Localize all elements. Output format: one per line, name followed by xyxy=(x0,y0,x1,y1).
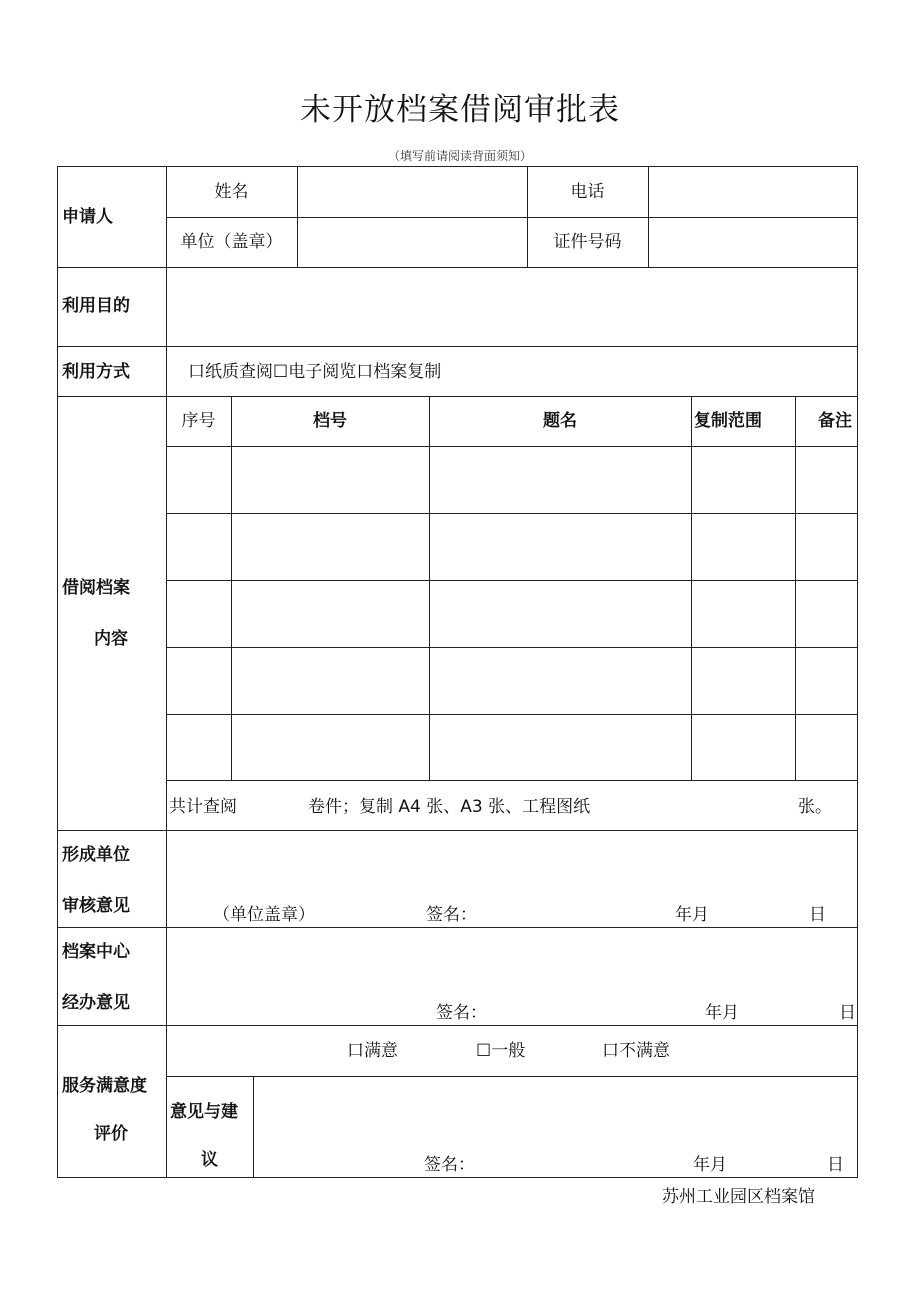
header-remarks: 备注 xyxy=(818,411,852,431)
paper-option[interactable]: 口纸质查阅 xyxy=(188,362,273,382)
checkbox-icon: 口 xyxy=(602,1041,619,1061)
name-field[interactable] xyxy=(298,167,527,217)
unit-label: 单位（盖章） xyxy=(180,232,283,252)
phone-label: 电话 xyxy=(570,182,605,202)
unit-date-yearmonth: 年月 xyxy=(675,905,709,925)
name-label: 姓名 xyxy=(214,182,249,202)
unit-seal-text: （单位盖章） xyxy=(213,905,315,925)
suggestion-label-line1: 意见与建 xyxy=(170,1102,238,1122)
satisfaction-label-line2: 评价 xyxy=(94,1124,128,1144)
satisfaction-date-day: 日 xyxy=(827,1155,844,1175)
checkbox-icon: 口 xyxy=(347,1041,364,1061)
center-review-label-line2: 经办意见 xyxy=(62,993,130,1013)
unit-review-label-line1: 形成单位 xyxy=(62,845,130,865)
normal-option[interactable]: ☐一般 xyxy=(476,1041,526,1061)
table-row[interactable] xyxy=(167,514,857,580)
electronic-option[interactable]: ☐电子阅览 xyxy=(273,362,357,382)
phone-field[interactable] xyxy=(649,167,857,217)
page-title: 未开放档案借阅审批表 xyxy=(300,92,620,128)
checkbox-icon: 口 xyxy=(356,362,374,382)
id-number-field[interactable] xyxy=(649,218,857,267)
copy-option[interactable]: 口档案复制 xyxy=(356,362,442,382)
satisfaction-sign-label: 签名： xyxy=(424,1155,475,1175)
unit-field[interactable] xyxy=(298,218,527,267)
content-label-line2: 内容 xyxy=(94,629,128,649)
suggestion-label-line2: 议 xyxy=(201,1150,218,1170)
center-date-yearmonth: 年月 xyxy=(705,1003,739,1023)
applicant-label: 申请人 xyxy=(62,207,113,227)
purpose-label: 利用目的 xyxy=(62,296,130,316)
table-row[interactable] xyxy=(167,715,857,780)
id-number-label: 证件号码 xyxy=(553,232,622,252)
total-copy-text: 卷件；复制 A4 张、A3 张、工程图纸 xyxy=(308,797,591,817)
checkbox-icon: 口 xyxy=(188,362,205,382)
satisfied-option[interactable]: 口满意 xyxy=(347,1041,398,1061)
unit-review-label-line2: 审核意见 xyxy=(62,896,130,916)
unsatisfied-option[interactable]: 口不满意 xyxy=(602,1041,670,1061)
center-review-label-line1: 档案中心 xyxy=(62,942,130,962)
satisfaction-date-yearmonth: 年月 xyxy=(693,1155,727,1175)
header-seq: 序号 xyxy=(181,411,216,431)
table-row[interactable] xyxy=(167,648,857,714)
satisfaction-label-line1: 服务满意度 xyxy=(62,1076,147,1096)
suggestion-field[interactable] xyxy=(254,1077,857,1151)
issuer-name: 苏州工业园区档案馆 xyxy=(662,1187,815,1207)
unit-sign-label: 签名： xyxy=(426,905,477,925)
method-options xyxy=(188,362,441,382)
checkbox-icon: ☐ xyxy=(476,1041,492,1061)
table-row[interactable] xyxy=(167,447,857,513)
total-prefix: 共计查阅 xyxy=(169,797,237,817)
table-row[interactable] xyxy=(167,581,857,647)
form-note: （填写前请阅读背面须知） xyxy=(387,149,532,163)
unit-date-day: 日 xyxy=(809,905,826,925)
total-suffix: 张。 xyxy=(798,797,832,817)
header-archive-no: 档号 xyxy=(313,411,347,431)
content-label-line1: 借阅档案 xyxy=(62,578,130,598)
header-title: 题名 xyxy=(543,411,577,431)
checkbox-icon: ☐ xyxy=(273,362,289,382)
method-label: 利用方式 xyxy=(62,362,130,382)
center-date-day: 日 xyxy=(839,1003,856,1023)
purpose-field[interactable] xyxy=(167,268,857,346)
center-sign-label: 签名： xyxy=(436,1003,487,1023)
header-copy-range: 复制范围 xyxy=(694,411,762,431)
